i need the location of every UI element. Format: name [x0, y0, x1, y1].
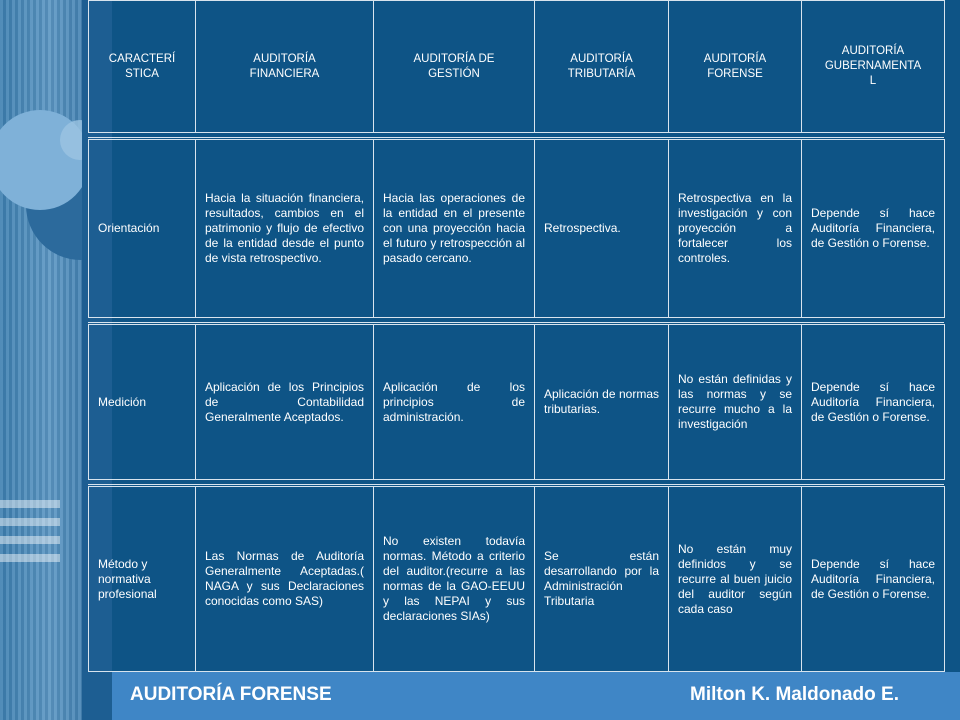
table-cell: [534, 486, 669, 672]
table-cell: [801, 324, 945, 480]
table-cell: [195, 324, 374, 480]
table-cell-text: Aplicación de los Principios de Contabilidad Generalmente Aceptados.: [205, 379, 364, 424]
table-cell-text: No existen todavía normas. Método a criterio del auditor.(recurre a las normas de la GAO-EEUU y las NEPAI y sus declaraciones SIAs): [383, 534, 525, 623]
header-cell-text: AUDITORÍA FORENSE: [703, 52, 767, 80]
footer-title: AUDITORÍA FORENSE: [130, 684, 332, 705]
row-separator: [88, 317, 944, 323]
row-label-cell-text: Orientación: [98, 221, 160, 235]
table-cell: [801, 139, 945, 318]
row-separator: [88, 132, 944, 138]
table-cell-text: Se están desarrollando por la Administración Tributaria: [544, 549, 659, 608]
header-cell: [534, 0, 669, 133]
row-label-cell-text: Método y normativa profesional: [98, 556, 157, 601]
row-label-cell: [88, 486, 196, 672]
table-cell: [668, 139, 802, 318]
table-cell: [668, 486, 802, 672]
table-cell: [373, 486, 535, 672]
header-cell: [195, 0, 374, 133]
table-cell-text: Aplicación de normas tributarias.: [544, 387, 659, 416]
table-cell-text: No están muy definidos y se recurre al buen juicio del auditor según cada caso: [678, 541, 792, 616]
header-cell-text: AUDITORÍA TRIBUTARÍA: [567, 52, 636, 80]
table-cell: [534, 324, 669, 480]
row-label-cell-text: Medición: [98, 394, 147, 409]
header-cell: [801, 0, 945, 133]
table-cell-text: Depende sí hace Auditoría Financiera, de Gestión o Forense.: [811, 556, 935, 601]
table-cell-text: Hacia la situación financiera, resultados, cambios en el patrimonio y flujo de efectivo de la entidad desde el punto de vista retrospectivo.: [205, 191, 364, 265]
table-cell-text: Las Normas de Auditoría Generalmente Aceptadas.( NAGA y sus Declaraciones conocidas como SAS): [205, 549, 364, 608]
header-cell: [373, 0, 535, 133]
table-cell: [373, 139, 535, 318]
table-cell-text: Depende sí hace Auditoría Financiera, de Gestión o Forense.: [811, 206, 935, 250]
table-cell: [668, 324, 802, 480]
row-separator: [88, 479, 944, 485]
table-cell-text: Depende sí hace Auditoría Financiera, de Gestión o Forense.: [811, 379, 935, 424]
decorative-bars: [0, 500, 60, 570]
table-cell-text: Retrospectiva.: [544, 221, 621, 235]
footer-author: Milton K. Maldonado E.: [690, 684, 899, 705]
decorative-stripes: [0, 0, 82, 720]
header-cell: [668, 0, 802, 133]
header-cell: [88, 0, 196, 133]
header-cell-text: AUDITORÍA DE GESTIÓN: [413, 52, 495, 80]
row-label-cell: [88, 139, 196, 318]
table-cell-text: Hacia las operaciones de la entidad en el presente con una proyección hacia el futuro y retrospección al pasado cercano.: [383, 191, 525, 265]
table-cell: [195, 139, 374, 318]
header-cell-text: CARACTERÍ STICA: [108, 52, 176, 80]
table-cell: [534, 139, 669, 318]
table-cell: [373, 324, 535, 480]
header-cell-text: AUDITORÍA FINANCIERA: [249, 52, 320, 80]
header-cell-text: AUDITORÍA GUBERNAMENTA L: [824, 45, 922, 87]
table-cell: [801, 486, 945, 672]
table-cell: [195, 486, 374, 672]
table-cell-text: Aplicación de los principios de administración.: [383, 379, 525, 424]
row-label-cell: [88, 324, 196, 480]
table-cell-text: Retrospectiva en la investigación y con proyección a fortalecer los controles.: [678, 191, 792, 265]
table-cell-text: No están definidas y las normas y se recurre mucho a la investigación: [678, 372, 792, 431]
